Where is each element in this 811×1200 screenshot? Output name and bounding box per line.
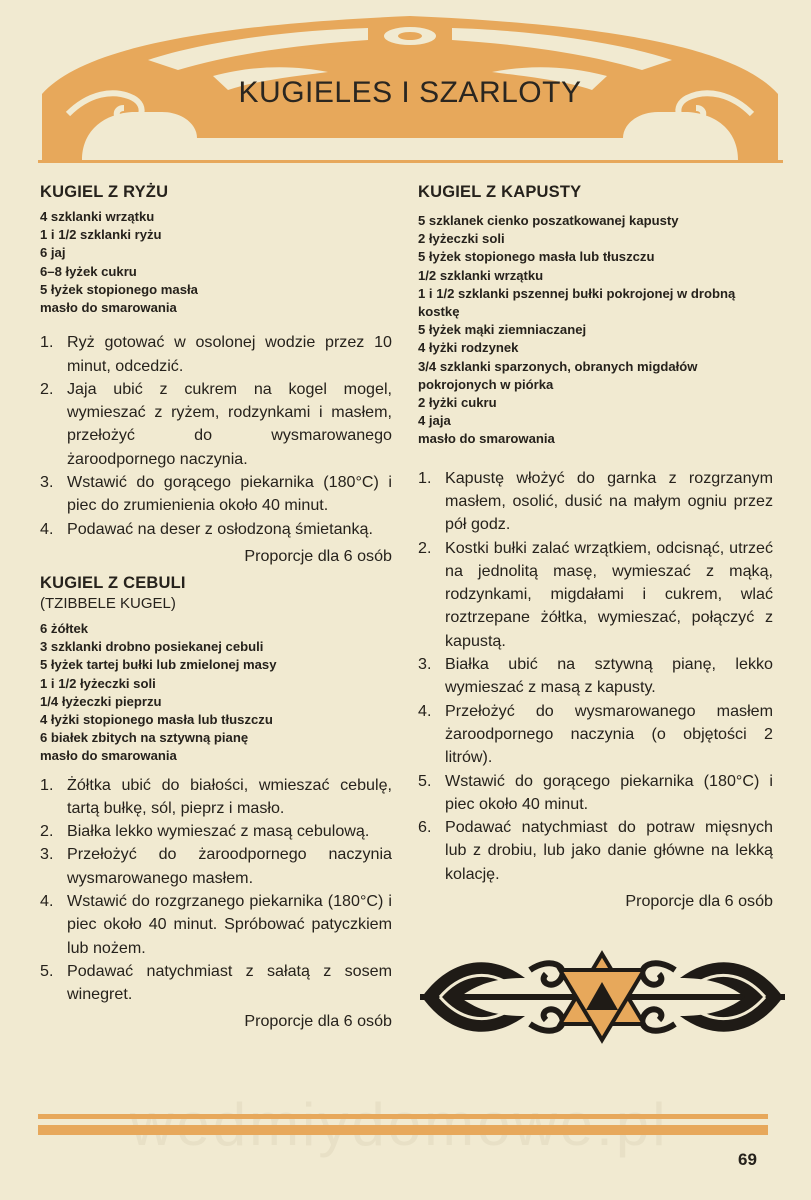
step-number: 5. (40, 961, 54, 980)
step (40, 820, 392, 843)
page-title: KUGIELES I SZARLOTY (238, 76, 582, 109)
step-number: 3. (40, 845, 54, 864)
ingredient: 1 i 1/2 łyżeczki soli (40, 675, 156, 691)
recipe-subtitle: (TZIBBELE KUGEL) (40, 594, 176, 612)
ingredient-list (40, 620, 392, 766)
ingredient: 4 jaja (418, 413, 451, 429)
step-text: Wstawić do gorącego piekarnika (180°C) i piec do zrumienienia około 40 minut. (67, 473, 392, 515)
ingredient: 4 szklanki wrzątku (40, 209, 155, 224)
step-number: 5. (418, 771, 432, 790)
step-number: 1. (40, 775, 54, 794)
portion-note: Proporcje dla 6 osób (625, 891, 773, 910)
step-text: Jaja ubić z cukrem na kogel mogel, wymieszać z ryżem, rodzynkami i masłem, przełożyć do wysmarowanego żaroodpornego naczynia. (67, 379, 392, 468)
step-text: Ryż gotować w osolonej wodzie przez 10 minut, odcedzić. (67, 333, 392, 375)
portion-note: Proporcje dla 6 osób (244, 546, 392, 565)
recipe-title: KUGIEL Z KAPUSTY (418, 183, 582, 201)
step (418, 700, 773, 770)
ingredient: masło do smarowania (40, 300, 177, 316)
ingredient-list (418, 212, 773, 449)
ingredient: 1 i 1/2 szklanki pszennej bułki pokrojonej w drobną kostkę (418, 285, 736, 320)
ingredient: 5 szklanek cienko poszatkowanej kapusty (418, 213, 679, 228)
recipe-title: KUGIEL Z CEBULI (40, 573, 186, 592)
step (40, 518, 392, 541)
step-number: 1. (40, 333, 54, 352)
step (40, 890, 392, 960)
recipe-title: KUGIEL Z RYŻU (40, 183, 169, 201)
footer-rule (38, 1114, 768, 1119)
ingredient: 4 łyżki rodzynek (418, 340, 519, 356)
ingredient: 2 łyżeczki soli (418, 231, 505, 247)
step-text: Podawać na deser z osłodzoną śmietanką. (67, 519, 373, 538)
ingredient: 6–8 łyżek cukru (40, 263, 137, 279)
step-number: 3. (418, 655, 432, 674)
ingredient: 5 łyżek tartej bułki lub zmielonej masy (40, 657, 277, 673)
step (40, 331, 392, 378)
ingredient: 6 białek zbitych na sztywną pianę (40, 730, 249, 746)
ingredient: masło do smarowania (40, 748, 177, 764)
ingredient-list (40, 208, 392, 317)
page-number: 69 (738, 1150, 757, 1169)
step-text: Kostki bułki zalać wrzątkiem, odcisnąć, utrzeć na jednolitą masę, wymieszać z mąką, rodzynkami, migdałami i cukrem, wlać roztrzepane żółtka, wymieszać, połączyć z kapustą. (445, 538, 773, 650)
step (40, 774, 392, 821)
step-number: 6. (418, 818, 432, 837)
ingredient: 4 łyżki stopionego masła lub tłuszczu (40, 711, 273, 727)
step (418, 537, 773, 653)
ingredient: 1/4 łyżeczki pieprzu (40, 693, 162, 709)
ingredient: 6 jaj (40, 245, 66, 261)
step (40, 378, 392, 471)
ingredient: 5 łyżek stopionego masła (40, 281, 198, 297)
ingredient: 3 szklanki drobno posiekanej cebuli (40, 639, 264, 655)
step (40, 843, 392, 890)
step-number: 2. (40, 822, 54, 841)
ingredient: masło do smarowania (418, 431, 555, 447)
step-number: 4. (40, 519, 54, 538)
ingredient: 5 łyżek mąki ziemniaczanej (418, 322, 587, 338)
star-of-david-ornament (420, 948, 785, 1053)
ingredient: 1/2 szklanki wrzątku (418, 267, 544, 283)
ingredient: 1 i 1/2 szklanki ryżu (40, 227, 162, 243)
step-number: 2. (40, 379, 54, 398)
step-list (40, 331, 392, 541)
step (40, 960, 392, 1007)
header-rule (38, 160, 783, 163)
step-number: 3. (40, 473, 54, 491)
step-text: Przełożyć do wysmarowanego masłem żaroodpornego naczynia (o objętości 2 litrów). (445, 701, 773, 767)
step-number: 4. (40, 892, 54, 910)
right-column (418, 183, 773, 911)
step-list (418, 467, 773, 886)
step-text: Kapustę włożyć do garnka z rozgrzanym masłem, osolić, dusić na małym ogniu przez pół godz. (445, 468, 773, 534)
step (418, 816, 773, 886)
step (418, 770, 773, 817)
ingredient: 2 łyżki cukru (418, 395, 497, 411)
step (418, 653, 773, 700)
footer-rule (38, 1125, 768, 1135)
step-text: Przełożyć do żaroodpornego naczynia wysmarowanego masłem. (67, 845, 392, 887)
step-number: 1. (418, 468, 432, 487)
step-number: 2. (418, 538, 432, 557)
step-text: Białka lekko wymieszać z masą cebulową. (67, 822, 370, 841)
step-list (40, 774, 392, 1007)
star-of-david-icon (420, 948, 785, 1048)
left-column (40, 183, 392, 1031)
ingredient: 6 żółtek (40, 620, 89, 636)
step-text: Podawać natychmiast do potraw mięsnych lub z drobiu, lub jako danie główne na lekką kolację. (445, 818, 773, 883)
step-text: Żółtka ubić do białości, wmieszać cebulę, tartą bułkę, sól, pieprz i masło. (67, 775, 392, 817)
step-text: Białka ubić na sztywną pianę, lekko wymieszać z masą z kapusty. (445, 655, 773, 697)
ingredient: 5 łyżek stopionego masła lub tłuszczu (418, 249, 655, 265)
step-text: Wstawić do rozgrzanego piekarnika (180°C) i piec około 40 minut. Spróbować patyczkiem lub nożem. (67, 892, 392, 957)
step-text: Podawać natychmiast z sałatą z sosem winegret. (67, 961, 392, 1004)
step (418, 467, 773, 537)
step-text: Wstawić do gorącego piekarnika (180°C) i piec około 40 minut. (445, 771, 773, 813)
step (40, 471, 392, 518)
header-ornament (38, 14, 782, 164)
portion-note: Proporcje dla 6 osób (244, 1012, 392, 1031)
step-number: 4. (418, 701, 432, 720)
ingredient: 3/4 szklanki sparzonych, obranych migdałów pokrojonych w piórka (418, 358, 698, 392)
